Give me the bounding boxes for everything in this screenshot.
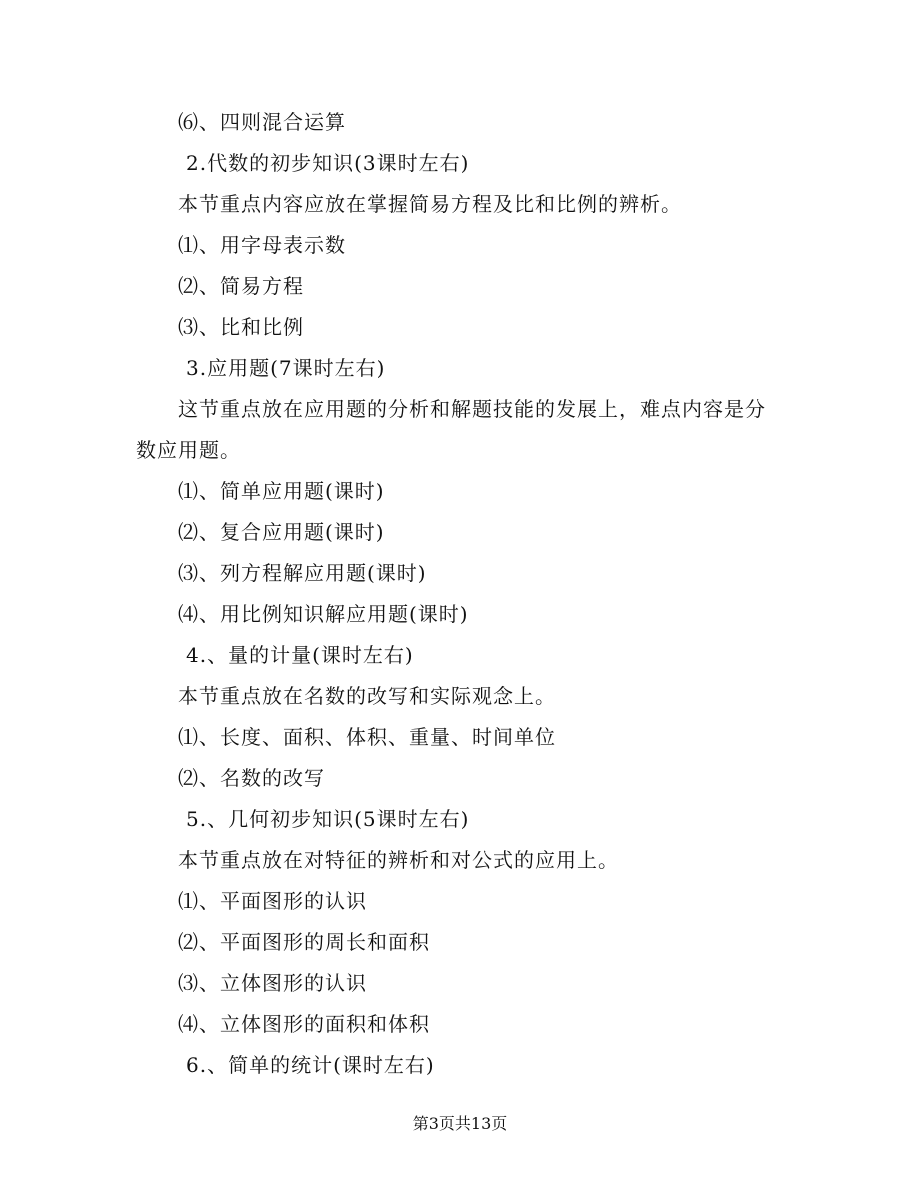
text-line: 本节重点放在名数的改写和实际观念上。 (178, 684, 556, 708)
text-line: ⑹、四则混合运算 (178, 110, 346, 134)
text-line: 这节重点放在应用题的分析和解题技能的发展上，难点内容是分 (178, 397, 766, 421)
section-heading: 2.代数的初步知识(3课时左右) (186, 151, 470, 175)
section-heading: 5.、几何初步知识(5课时左右) (186, 807, 470, 831)
text-line: ⑴、用字母表示数 (178, 233, 346, 257)
text-line: ⑷、用比例知识解应用题(课时) (178, 602, 469, 626)
section-heading: 6.、简单的统计(课时左右) (186, 1053, 435, 1077)
text-line: ⑵、复合应用题(课时) (178, 520, 385, 544)
section-heading: 3.应用题(7课时左右) (186, 356, 386, 380)
text-line: ⑷、立体图形的面积和体积 (178, 1012, 430, 1036)
text-line: ⑴、简单应用题(课时) (178, 479, 385, 503)
text-line: ⑶、比和比例 (178, 315, 304, 339)
page-number-footer: 第3页共13页 (412, 1114, 508, 1133)
text-line: ⑵、简易方程 (178, 274, 304, 298)
text-line: ⑶、立体图形的认识 (178, 971, 367, 995)
text-line: ⑵、平面图形的周长和面积 (178, 930, 430, 954)
text-line: 本节重点放在对特征的辨析和对公式的应用上。 (178, 848, 619, 872)
section-heading: 4.、量的计量(课时左右) (186, 643, 414, 667)
text-line: 数应用题。 (136, 438, 241, 462)
text-line: ⑶、列方程解应用题(课时) (178, 561, 427, 585)
text-line: 本节重点内容应放在掌握简易方程及比和比例的辨析。 (178, 192, 682, 216)
text-line: ⑴、长度、面积、体积、重量、时间单位 (178, 725, 556, 749)
text-line: ⑵、名数的改写 (178, 766, 325, 790)
text-line: ⑴、平面图形的认识 (178, 889, 367, 913)
